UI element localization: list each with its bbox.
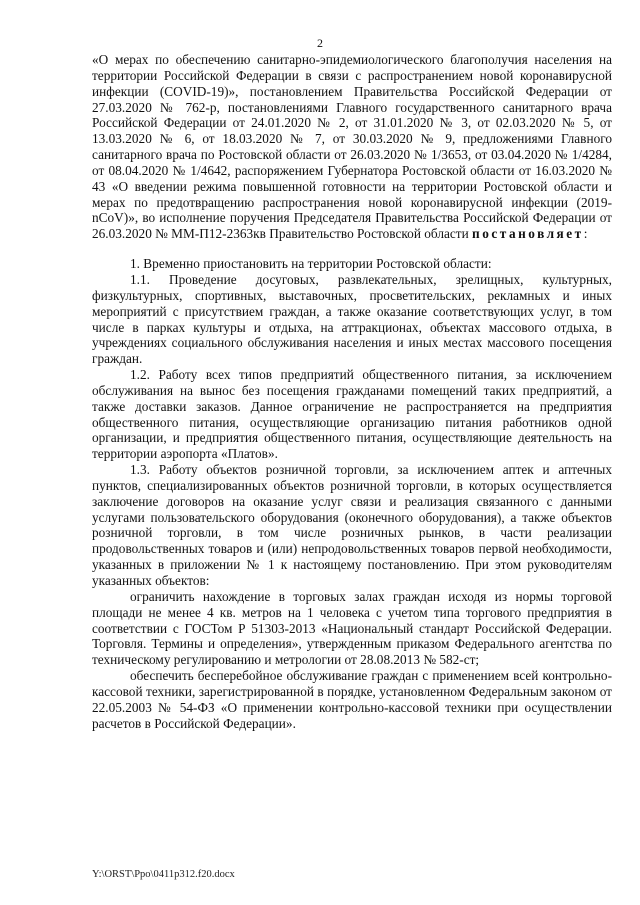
preamble-text: «О мерах по обеспечению санитарно-эпидемиологического благополучия населения на территории Российской Федерации в связи с распространением новой коронавирусной инфекции (COVID-19)», постановлением Правительства Российской Федерации от 27.03.2020 № 762-р, постановлениями Главного государственного санитарного врача Российской Федерации от 24.01.2020 № 2, от 31.01.2020 № 3, от 02.03.2020 № 5, от 13.03.2020 № 6, от 18.03.2020 № 7, от 30.03.2020 № 9, предложениями Главного санитарного врача по Ростовской области от 26.03.2020 № 1/3653, от 03.04.2020 № 1/4284, от 08.04.2020 № 1/4642, распоряжением Губернатора Ростовской области от 16.03.2020 № 43 «О введении режима повышенной готовности на территории Ростовской области и мерах по предотвращению распространения новой коронавирусной инфекции (2019-nCoV)», во исполнение поручения Председателя Правительства Российской Федерации от 26.03.2020 № ММ-П12-2363кв Правительство Ростовской области (92, 52, 612, 242)
decree-tail: : (583, 226, 588, 242)
decree-word: постановляет (472, 226, 584, 242)
clause-1-3: 1.3. Работу объектов розничной торговли, за исключением аптек и аптечных пунктов, специализированных объектов розничной торговли, в которых осуществляется заключение договоров на оказание услуг связи и реализация связанного с данными услугами пользовательского оборудования (оконечного оборудования), а также объектов розничной торговли, в том числе розничных рынков, в части реализации продовольственных товаров и (или) непродовольственных товаров первой необходимости, указанных в приложении № 1 к настоящему постановлению. При этом руководителям указанных объектов: (92, 462, 612, 588)
page-number: 2 (317, 36, 323, 50)
preamble-paragraph (92, 52, 612, 242)
clause-1-3-limit-visitors: ограничить нахождение в торговых залах граждан исходя из нормы торговой площади не менее 4 кв. метров на 1 человека с учетом типа торгового предприятия в соответствии с ГОСТом Р 51303-2013 «Национальный стандарт Российской Федерации. Торговля. Термины и определения», утвержденным приказом Федерального агентства по техническому регулированию и метрологии от 28.08.2013 № 582-ст; (92, 588, 612, 668)
clause-1: 1. Временно приостановить на территории Ростовской области: (130, 256, 492, 272)
clause-1-3-cash-registers: обеспечить бесперебойное обслуживание граждан с применением всей контрольно-кассовой техники, зарегистрированной в порядке, установленном Федеральным законом от 22.05.2003 № 54-ФЗ «О применении контрольно-кассовой техники при осуществлении расчетов в Российской Федерации». (92, 668, 612, 731)
clause-1-1: 1.1. Проведение досуговых, развлекательных, зрелищных, культурных, физкультурных, спортивных, выставочных, просветительских, рекламных и иных мероприятий с присутствием граждан, а также оказание соответствующих услуг, в том числе в парках культуры и отдыха, на аттракционах, объектах массового отдыха, в учреждениях социального обслуживания населения и иных местах массового посещения граждан. (92, 271, 612, 367)
footer-file-path: Y:\ORST\Ppo\0411p312.f20.docx (92, 869, 235, 880)
clause-1-2: 1.2. Работу всех типов предприятий общественного питания, за исключением обслуживания на вынос без посещения гражданами помещений таких предприятий, а также доставки заказов. Данное ограничение не распространяется на предприятия общественного питания, осуществляющие организацию питания работников одной организации, и предприятия общественного питания, осуществляющие деятельность на территории аэропорта «Платов». (92, 367, 612, 462)
document-body (92, 52, 612, 731)
